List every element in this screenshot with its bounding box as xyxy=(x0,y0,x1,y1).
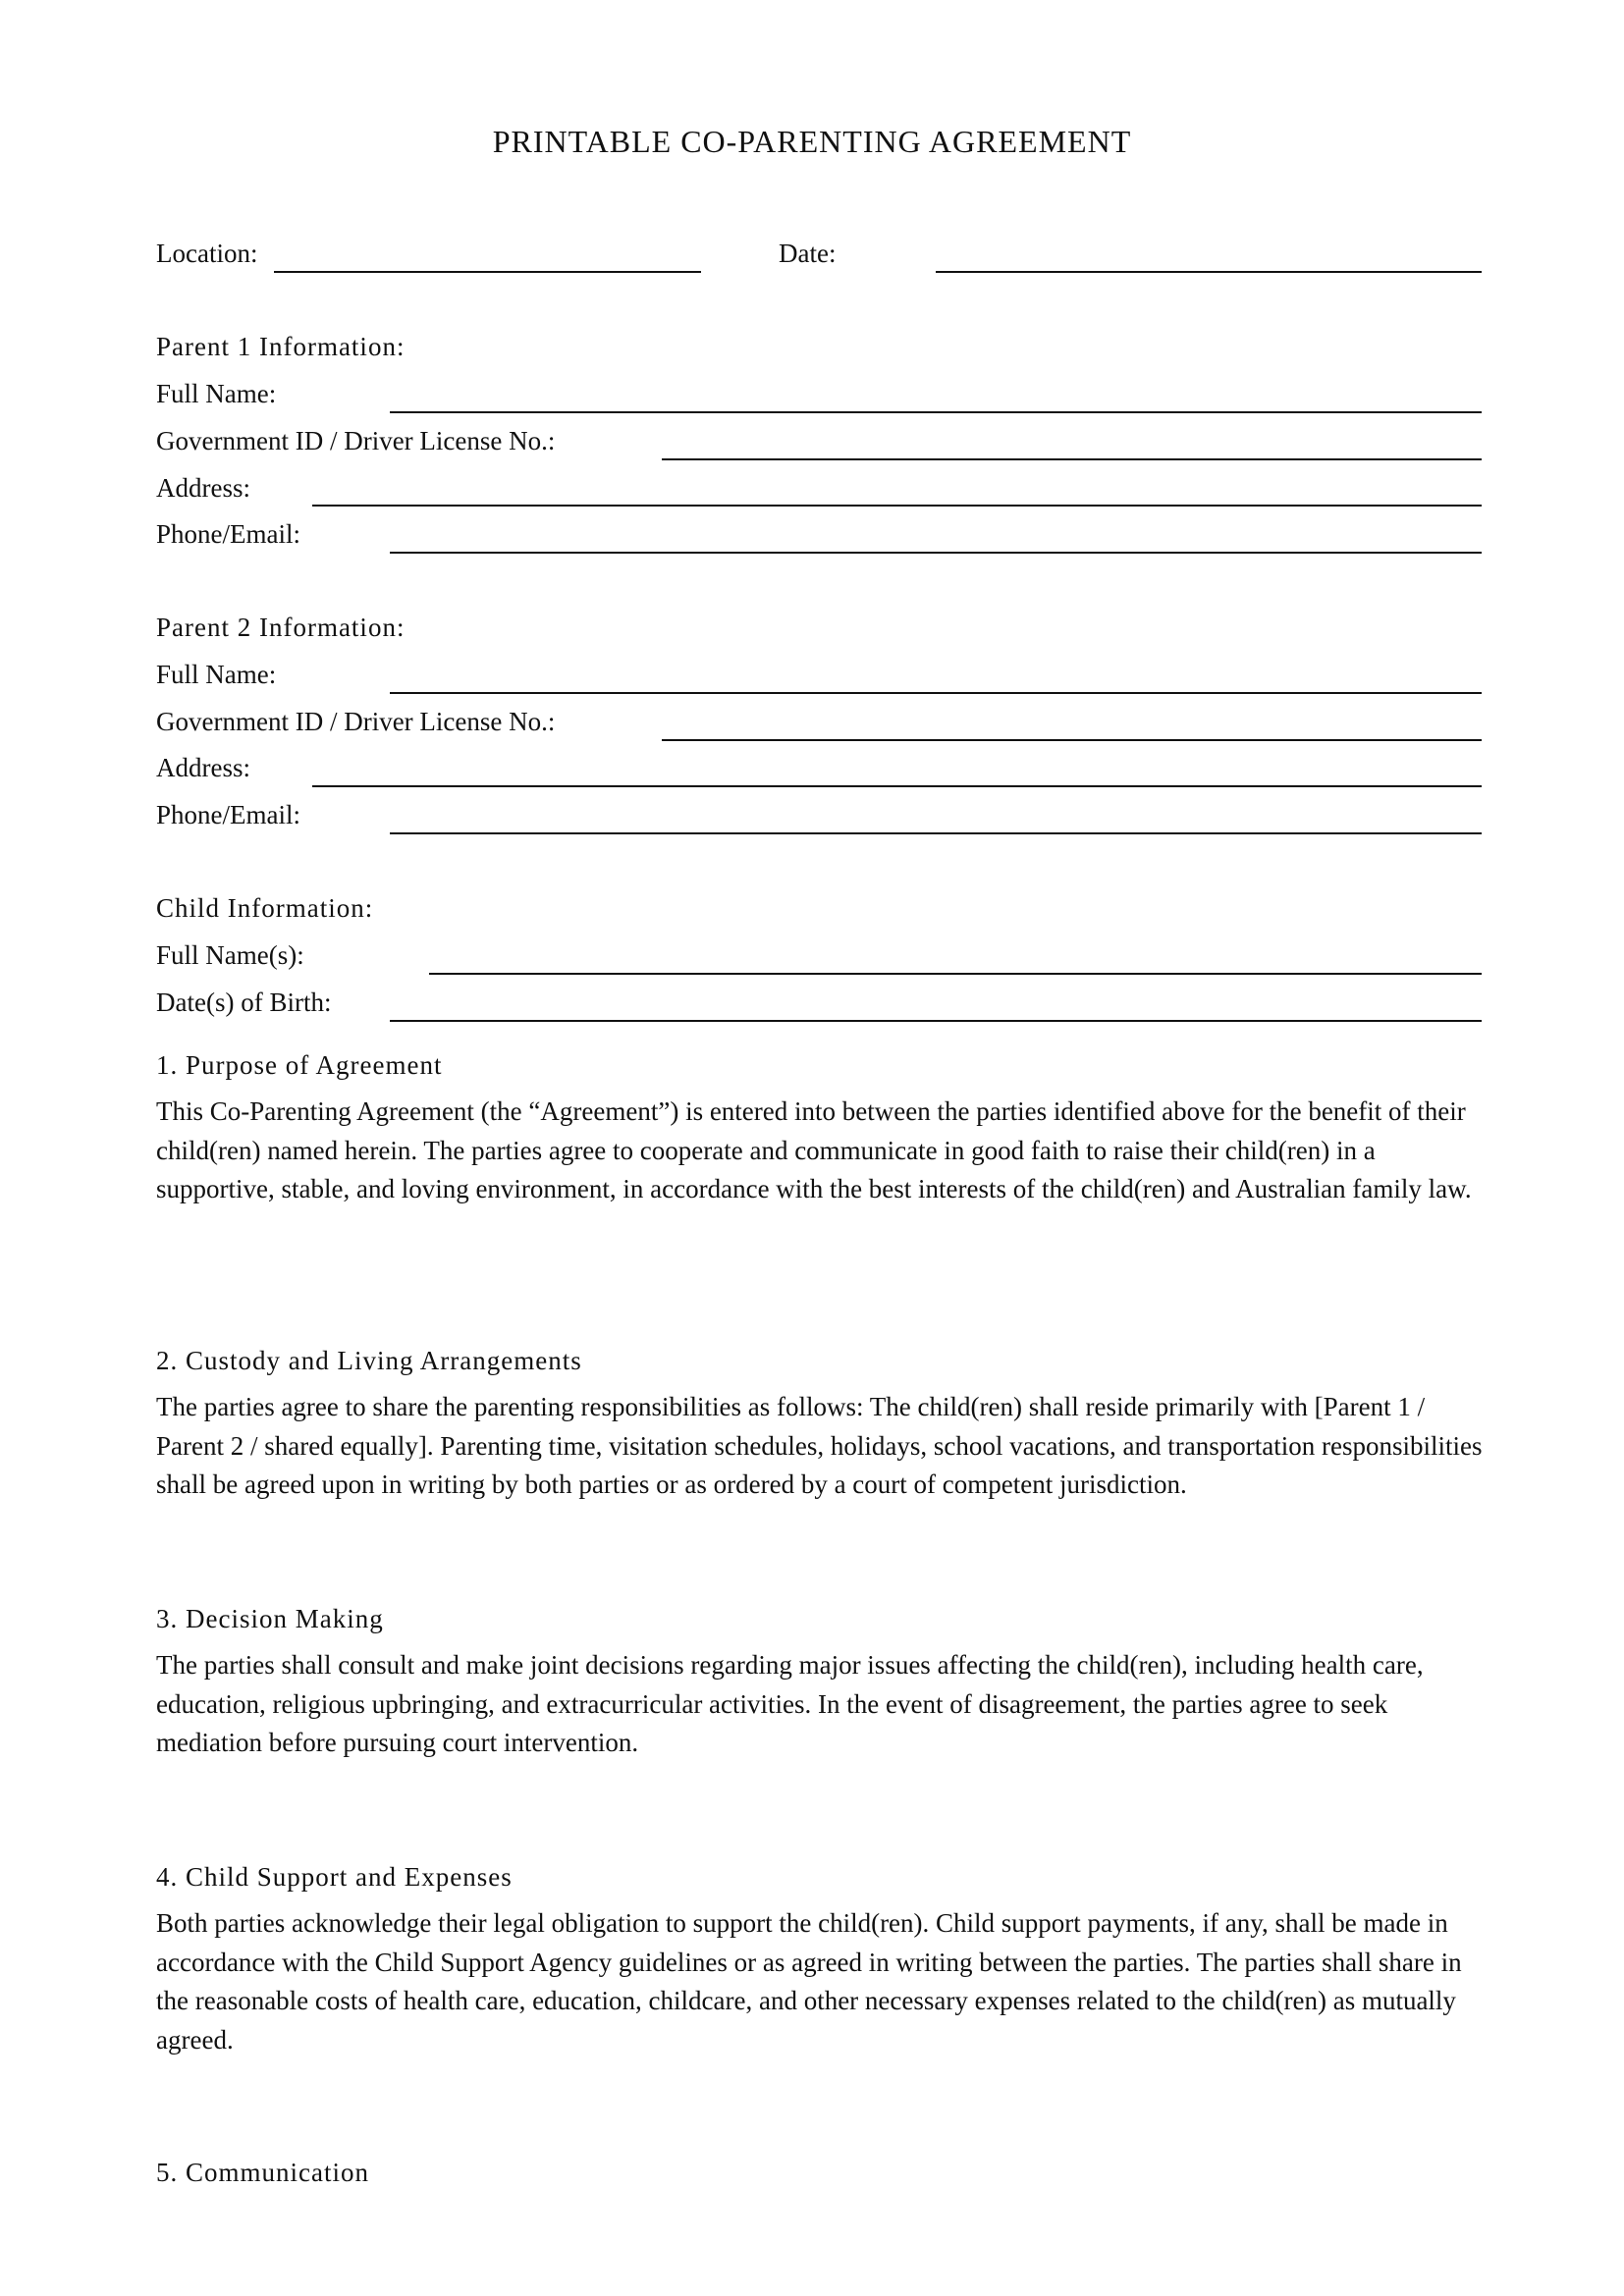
parent2-address-label: Address: xyxy=(156,753,250,782)
section-custody-heading: 2. Custody and Living Arrangements xyxy=(156,1346,582,1375)
section-support-body: Both parties acknowledge their legal obligation to support the child(ren). Child support payments, if any, shall be made in accordance with the Child Support Agency guidelines or as agreed in writing between the parties. The parties shall share in the reasonable costs of health care, education, childcare, and other necessary expenses related to the child(ren) as mutually agreed. xyxy=(156,1908,1462,2055)
location-field[interactable] xyxy=(274,271,701,273)
section-purpose-heading: 1. Purpose of Agreement xyxy=(156,1050,443,1080)
section-support-heading: 4. Child Support and Expenses xyxy=(156,1862,513,1892)
parent2-phone-email-field[interactable] xyxy=(390,832,1482,834)
parent1-heading: Parent 1 Information: xyxy=(156,332,406,361)
parent2-phone-email-label: Phone/Email: xyxy=(156,800,300,829)
child-full-names-label: Full Name(s): xyxy=(156,940,304,970)
parent1-gov-id-field[interactable] xyxy=(662,458,1482,460)
parent2-gov-id-label: Government ID / Driver License No.: xyxy=(156,707,556,736)
section-decision-heading: 3. Decision Making xyxy=(156,1604,384,1633)
section-custody-body: The parties agree to share the parenting responsibilities as follows: The child(ren) shall reside primarily with [Parent 1 / Parent 2 / shared equally]. Parenting time, visitation schedules, holidays, school vacations, and transportation responsibilities shall be agreed upon in writing by both parties or as ordered by a court of competent jurisdiction. xyxy=(156,1392,1483,1499)
parent1-phone-email-label: Phone/Email: xyxy=(156,519,300,549)
parent1-address-label: Address: xyxy=(156,473,250,503)
section-purpose-body: This Co-Parenting Agreement (the “Agreement”) is entered into between the parties identified above for the benefit of their child(ren) named herein. The parties agree to cooperate and communicate in good faith to raise their child(ren) in a supportive, stable, and loving environment, in accordance with the best interests of the child(ren) and Australian family law. xyxy=(156,1096,1472,1203)
child-dob-label: Date(s) of Birth: xyxy=(156,988,332,1017)
parent2-heading: Parent 2 Information: xyxy=(156,613,406,642)
section-communication-heading: 5. Communication xyxy=(156,2158,369,2187)
date-label: Date: xyxy=(779,239,837,268)
parent2-gov-id-field[interactable] xyxy=(662,739,1482,741)
parent1-full-name-label: Full Name: xyxy=(156,379,277,408)
child-heading: Child Information: xyxy=(156,893,374,923)
parent2-full-name-label: Full Name: xyxy=(156,660,277,689)
date-field[interactable] xyxy=(936,271,1482,273)
child-full-names-field[interactable] xyxy=(429,973,1482,975)
document-title: PRINTABLE CO-PARENTING AGREEMENT xyxy=(492,124,1132,159)
parent1-gov-id-label: Government ID / Driver License No.: xyxy=(156,426,556,455)
parent2-full-name-field[interactable] xyxy=(390,692,1482,694)
parent2-address-field[interactable] xyxy=(312,785,1482,787)
parent1-phone-email-field[interactable] xyxy=(390,552,1482,554)
section-decision-body: The parties shall consult and make joint decisions regarding major issues affecting the child(ren), including health care, education, religious upbringing, and extracurricular activities. In the event of disagreement, the parties agree to seek mediation before pursuing court intervention. xyxy=(156,1650,1424,1757)
parent1-full-name-field[interactable] xyxy=(390,411,1482,413)
parent1-address-field[interactable] xyxy=(312,505,1482,507)
child-dob-field[interactable] xyxy=(390,1020,1482,1022)
location-label: Location: xyxy=(156,239,258,268)
